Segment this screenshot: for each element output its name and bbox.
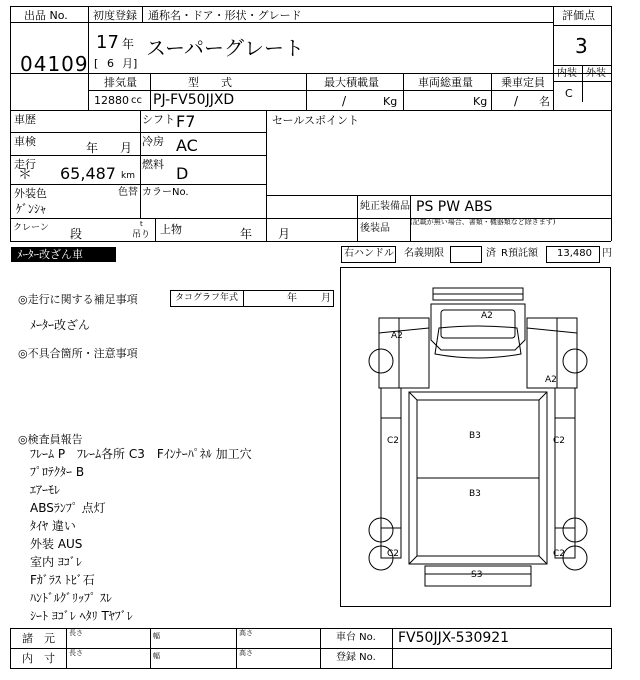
chassis-label: 車台 No. [336,632,376,643]
year-unit: 年 [122,37,135,51]
month-unit: 月] [122,57,138,70]
inspector-line: ﾌﾚｰﾑ P ﾌﾚｰﾑ各所 C3 Fｲﾝﾅｰﾊﾟﾈﾙ 加工穴 [30,447,252,461]
tachograph-box [170,290,334,307]
r-deposit-label: R預託額 [501,248,538,259]
deck-month-unit: 月 [278,227,291,241]
damage-cab-left: A2 [391,331,403,341]
cc-unit: cc [131,95,142,106]
fuel-label: 燃料 [142,158,164,171]
inspector-line: ﾊﾝﾄﾞﾙｸﾞﾘｯﾌﾟ ｽﾚ [30,591,112,605]
tachograph-month-unit: 月 [321,293,331,304]
meter-note: ﾒｰﾀｰ改ざん [30,318,91,332]
genuine-equipment-label: 純正装備品 [360,201,410,212]
rating-label: 評価点 [562,9,595,22]
front-left-wheel [369,349,393,373]
aftermarket-label: 後装品 [360,223,390,234]
inspection-month-unit: 月 [120,141,133,155]
genuine-equipment-value: PS PW ABS [416,199,493,215]
lot-number: 04109 [20,52,89,76]
color-label: 外装色 [14,187,47,200]
shift-label: シフト [142,113,175,126]
damage-front-right: A2 [545,375,557,385]
inner-height-label: 高さ [239,649,253,657]
yen-unit: 円 [602,248,612,259]
crane-label: クレーン [13,223,49,233]
name-change-box [450,246,482,263]
defect-title: ◎不具合箇所・注意事項 [18,347,138,360]
inspector-line: ｼｰﾄ ﾖｺﾞﾚ ﾍﾀﾘ Tﾔﾌﾞﾚ [30,609,133,623]
color-code-label: カラーNo. [142,187,189,198]
car-name: スーパーグレート [146,36,304,60]
deck-label: 上物 [160,223,182,236]
inner-length-label: 長さ [69,649,83,657]
crane-ton-unit: t [140,220,143,228]
interior-label: 内装 [557,68,577,79]
inspection-year-unit: 年 [86,141,99,155]
damage-left-mid: C2 [387,436,400,446]
tachograph-label: タコグラフ年式 [175,293,239,303]
inspector-line: 室内 ﾖｺﾞﾚ [30,555,82,569]
color-change-label: 色替 [118,187,138,198]
rating-score: 3 [575,34,588,58]
spec-height-label: 高さ [239,629,253,637]
meter-tampered-badge [11,247,116,262]
r-deposit-value: 13,480 [557,248,592,259]
inspector-line: ABSﾗﾝﾌﾟ 点灯 [30,501,106,515]
inspector-title: ◎検査員報告 [18,433,83,446]
capacity-unit: 名 [539,95,550,108]
lot-no-label: 出品 No. [24,9,68,22]
registration-month: 6 [107,57,114,70]
tachograph-year-unit: 年 [287,293,297,304]
displacement-label: 排気量 [104,76,137,89]
max-load-label: 最大積載量 [324,76,379,89]
right-handle-text: 右ハンドル [344,248,394,259]
exterior-label: 外装 [586,68,606,79]
inner-width-label: 幅 [153,652,160,660]
damage-rear: S3 [471,570,483,580]
inspector-line: ｴｱｰﾓﾚ [30,483,61,497]
capacity-label: 乗車定員 [501,76,545,89]
month-bracket: [ [94,57,99,70]
max-load-unit: Kg [383,95,398,108]
spec-length-label: 長さ [69,629,83,637]
damage-cab-top: A2 [481,311,493,321]
truck-diagram [340,267,611,607]
displacement-value: 12880 [94,94,129,107]
chassis-number: FV50JJX-530921 [398,630,510,646]
recycle-label: 済 [486,248,496,259]
damage-bed-rear: B3 [469,489,481,499]
km-unit: km [121,171,135,181]
color-value: ｹﾞﾝｼｬ [16,202,47,216]
interior-grade: C [565,87,573,100]
inspector-line: ﾌﾟﾛﾃｸﾀｰ B [30,465,85,479]
registration-year: 17 [96,32,119,53]
cooling-label: 冷房 [142,135,164,148]
front-right-wheel [563,349,587,373]
registration-label: 登録 No. [336,652,376,663]
crane-stage-unit: 段 [70,227,83,241]
car-name-label: 通称名・ドア・形状・グレード [148,9,302,22]
inner-size-label: 内 寸 [22,652,55,665]
max-load-slash: / [342,94,347,108]
fuel-value: D [176,164,189,183]
mileage-mark: ＊ [18,167,32,183]
meter-tampered-text: ﾒｰﾀｰ改ざん車 [17,248,83,261]
capacity-slash: / [514,94,519,108]
model-label: 型 式 [188,76,232,89]
truck-outline [341,268,610,606]
shift-value: F7 [176,112,196,131]
cooling-value: AC [176,136,198,155]
model-code: PJ-FV50JJXD [153,92,235,108]
damage-right-rear: C2 [553,549,566,559]
crane-hang-unit: 吊り [132,230,151,240]
deck-year-unit: 年 [240,227,253,241]
mileage-label: 走行 [14,158,36,171]
inspector-line: 外装 AUS [30,537,83,551]
inspector-line: Fｶﾞﾗｽ ﾄﾋﾞ石 [30,573,95,587]
gross-weight-unit: Kg [473,95,488,108]
driving-notes-title: ◎走行に関する補足事項 [18,293,138,306]
damage-left-rear: C2 [387,549,400,559]
damage-right-mid: C2 [553,436,566,446]
gross-weight-label: 車両総重量 [418,76,473,89]
history-label: 車歴 [14,113,36,126]
spec-label: 諸 元 [22,632,55,645]
aftermarket-note: (記載が無い場合、書類・機器類など除きます) [410,218,556,226]
spec-width-label: 幅 [153,632,160,640]
name-change-label: 名義期限 [404,248,444,259]
inspector-line: ﾀｲﾔ 違い [30,519,76,533]
r-deposit-box [546,246,600,263]
right-handle-box [341,246,396,263]
mileage-value: 65,487 [60,164,116,183]
inspection-label: 車検 [14,135,36,148]
damage-bed-front: B3 [469,431,481,441]
sales-point-label: セールスポイント [272,114,360,127]
first-registration-label: 初度登録 [93,9,137,22]
